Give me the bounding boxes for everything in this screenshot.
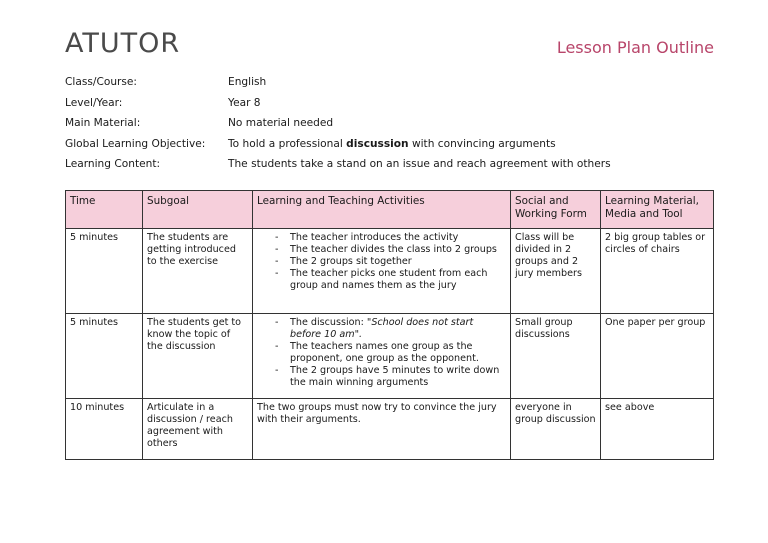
meta-key: Level/Year:	[65, 96, 123, 109]
cell-material: see above	[601, 399, 714, 460]
cell-subgoal: The students get to know the topic of the discussion	[143, 314, 253, 399]
activity-item: - The teacher introduces the activity	[290, 232, 506, 244]
meta-row-level	[65, 97, 611, 118]
meta-row-objective	[65, 138, 611, 159]
meta-row-content	[65, 158, 611, 179]
cell-activities	[253, 229, 511, 314]
activity-item: - The teachers names one group as the proponent, one group as the opponent.	[290, 341, 506, 365]
meta-value: No material needed	[228, 117, 334, 129]
activity-item: - The 2 groups have 5 minutes to write down the main winning arguments	[290, 365, 506, 389]
objective-text-pre: To hold a professional	[228, 137, 347, 150]
cell-time: 5 minutes	[66, 314, 143, 399]
column-header-time: Time	[66, 191, 143, 229]
cell-activities	[253, 314, 511, 399]
meta-row-material	[65, 117, 611, 138]
meta-key: Class/Course:	[65, 76, 137, 88]
cell-time: 10 minutes	[66, 399, 143, 460]
meta-row-class	[65, 76, 611, 97]
cell-subgoal: Articulate in a discussion / reach agreement with others	[143, 399, 253, 460]
activity-item: - The teacher picks one student from each group and names them as the jury	[290, 268, 506, 292]
cell-material: One paper per group	[601, 314, 714, 399]
table-row	[66, 229, 714, 314]
meta-value: The students take a stand on an issue and reach agreement with others	[228, 158, 611, 170]
meta-key: Main Material:	[65, 117, 141, 129]
lesson-meta	[65, 76, 611, 179]
meta-value: English	[228, 76, 267, 88]
activity-text: The discussion:	[290, 317, 367, 328]
column-header-subgoal: Subgoal	[143, 191, 253, 229]
cell-social: Small group discussions	[511, 314, 601, 399]
activity-list	[257, 317, 506, 389]
column-header-activities: Learning and Teaching Activities	[253, 191, 511, 229]
meta-key: Learning Content:	[65, 158, 161, 170]
meta-value	[228, 138, 556, 159]
activity-item	[290, 317, 506, 341]
objective-text-post: with convincing arguments	[408, 137, 556, 150]
column-header-material: Learning Material, Media and Tool	[601, 191, 714, 229]
activity-list	[257, 232, 506, 292]
lesson-plan-table	[65, 190, 714, 460]
cell-time: 5 minutes	[66, 229, 143, 314]
cell-social: Class will be divided in 2 groups and 2 jury members	[511, 229, 601, 314]
activity-item: - The teacher divides the class into 2 groups	[290, 244, 506, 256]
column-header-social: Social and Working Form	[511, 191, 601, 229]
discussion-topic-quote: "School does not start before 10 am".	[290, 317, 474, 340]
meta-value: Year 8	[228, 96, 261, 109]
cell-material: 2 big group tables or circles of chairs	[601, 229, 714, 314]
activity-item: - The 2 groups sit together	[290, 256, 506, 268]
cell-social: everyone in group discussion	[511, 399, 601, 460]
document-title: Lesson Plan Outline	[556, 38, 714, 57]
meta-key: Global Learning Objective:	[65, 137, 206, 150]
cell-activities: The two groups must now try to convince the jury with their arguments.	[253, 399, 511, 460]
table-row	[66, 314, 714, 399]
table-header-row	[66, 191, 714, 229]
cell-subgoal: The students are getting introduced to the exercise	[143, 229, 253, 314]
objective-text-bold: discussion	[346, 137, 409, 150]
atutor-logo: ATUTOR	[65, 28, 181, 59]
table-row	[66, 399, 714, 460]
